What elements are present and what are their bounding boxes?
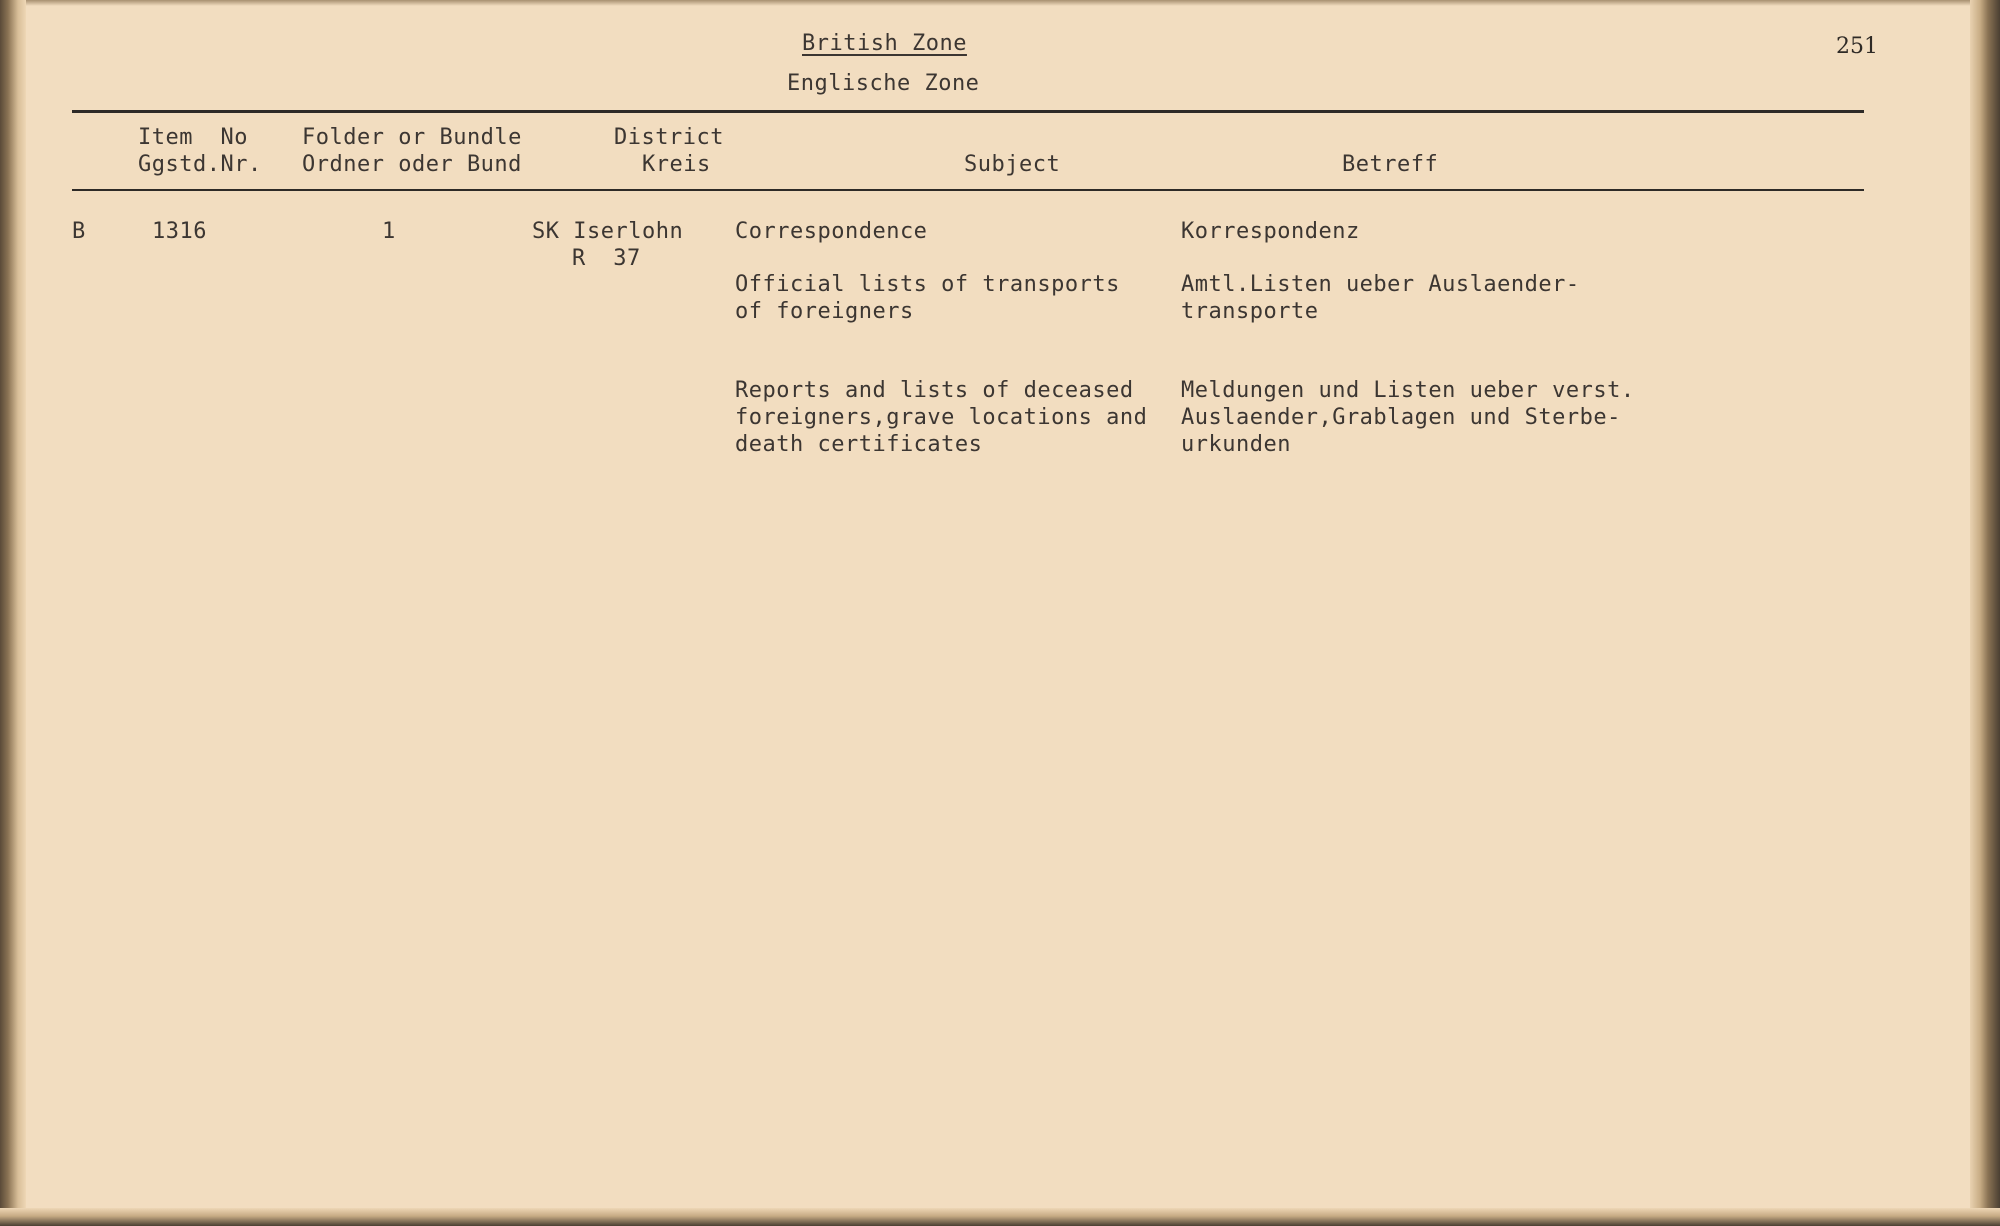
column-header-item-no-en: Item No — [138, 125, 248, 150]
betreff-line: Amtl.Listen ueber Auslaender- — [1181, 272, 1580, 297]
entry-series: B — [72, 219, 86, 244]
page-top-edge — [0, 0, 2000, 6]
subject-line: Reports and lists of deceased — [735, 378, 1134, 403]
entry-district-code: R 37 — [572, 246, 641, 271]
column-header-district-de: Kreis — [642, 152, 711, 177]
page-bottom-edge — [0, 1208, 2000, 1226]
subject-line: Official lists of transports — [735, 272, 1120, 297]
betreff-line: transporte — [1181, 299, 1319, 324]
entry-district: SK Iserlohn — [532, 219, 684, 244]
column-header-betreff: Betreff — [1342, 152, 1439, 177]
betreff-line: urkunden — [1181, 432, 1291, 457]
zone-title: British Zone — [802, 31, 967, 56]
column-header-district-en: District — [614, 125, 724, 150]
entry-item-no: 1316 — [152, 219, 207, 244]
betreff-line: Meldungen und Listen ueber verst. — [1181, 378, 1635, 403]
entry-folder: 1 — [382, 219, 396, 244]
subject-line: of foreigners — [735, 299, 914, 324]
page-number: 251 — [1836, 34, 1878, 59]
column-header-subject: Subject — [964, 152, 1061, 177]
header-bottom-rule — [72, 189, 1864, 191]
column-header-folder-de: Ordner oder Bund — [302, 152, 522, 177]
betreff-line: Korrespondenz — [1181, 219, 1360, 244]
page-right-edge — [1970, 0, 2000, 1226]
subject-line: death certificates — [735, 432, 983, 457]
column-header-folder-en: Folder or Bundle — [302, 125, 522, 150]
zone-subtitle: Englische Zone — [787, 71, 980, 96]
subject-line: foreigners,grave locations and — [735, 405, 1148, 430]
book-binding-edge — [0, 0, 26, 1226]
header-top-rule — [72, 110, 1864, 113]
betreff-line: Auslaender,Grablagen und Sterbe- — [1181, 405, 1621, 430]
column-header-item-no-de: Ggstd.Nr. — [138, 152, 262, 177]
subject-line: Correspondence — [735, 219, 928, 244]
